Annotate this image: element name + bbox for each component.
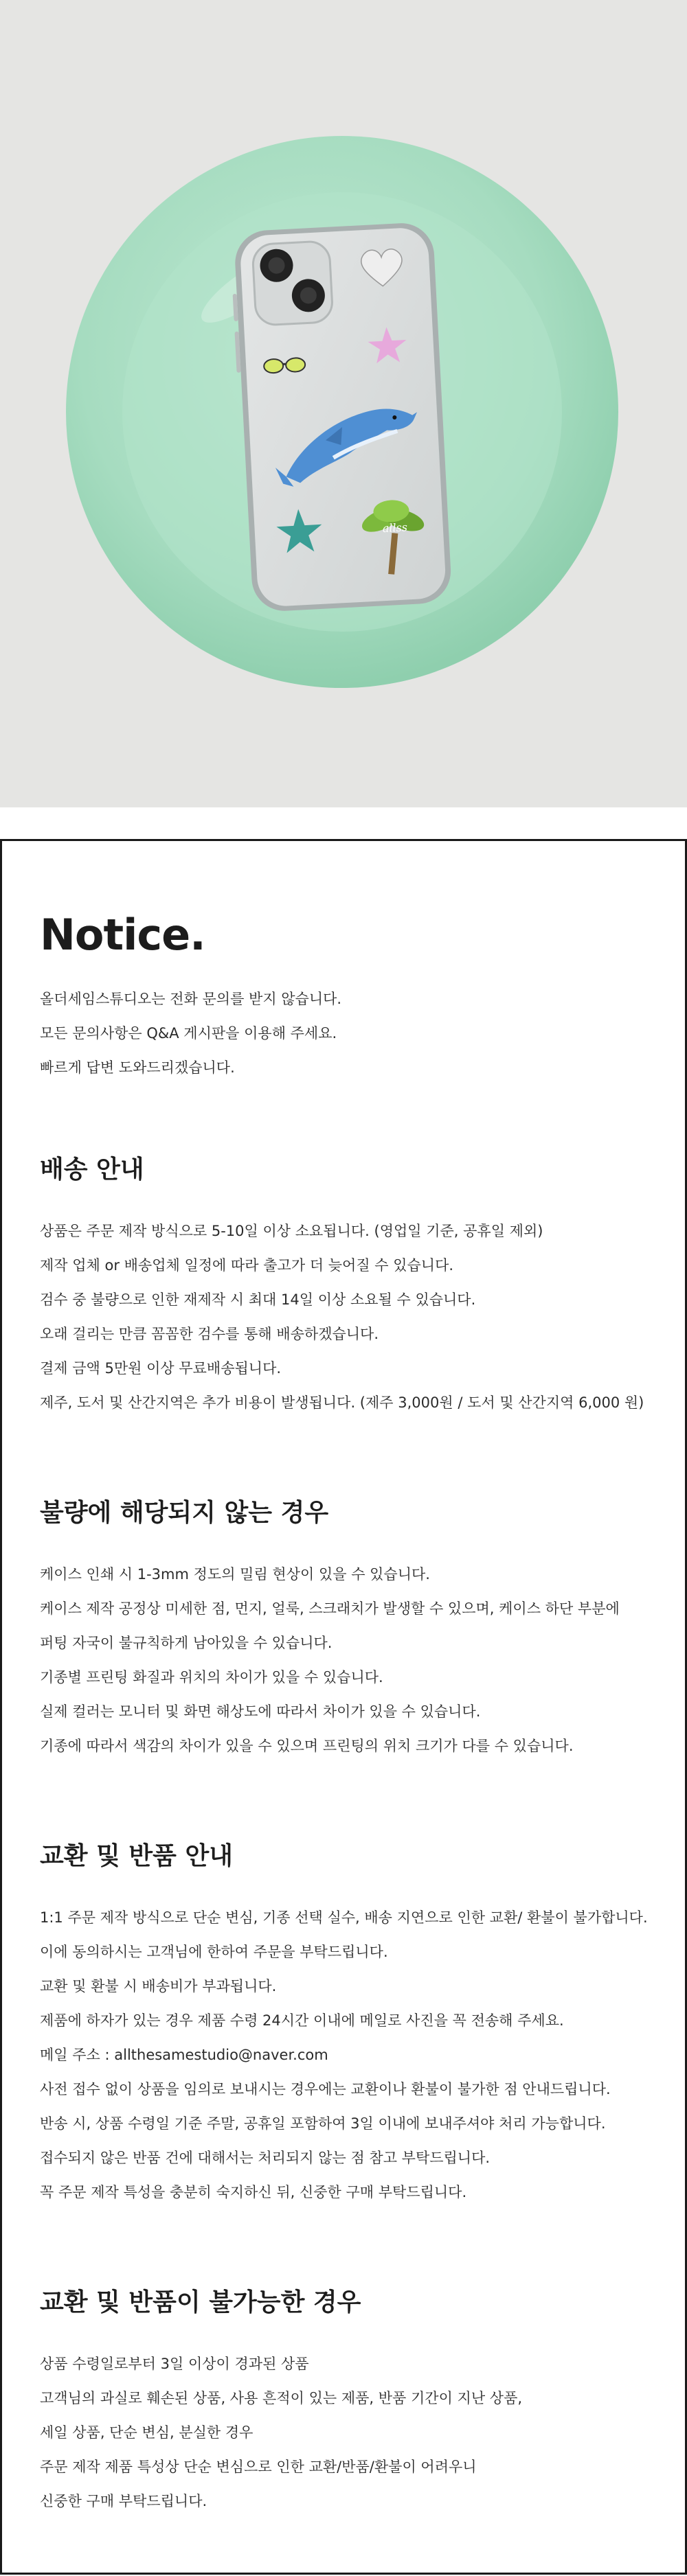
phone-case-on-plate-illustration	[0, 0, 687, 807]
camera-module	[252, 241, 333, 326]
intro-line: 올더세임스튜디오는 전화 문의를 받지 않습니다.	[40, 991, 342, 1007]
section-body	[40, 1214, 657, 1420]
section-exchange-return	[40, 1837, 657, 2209]
section-line: 고객님의 과실로 훼손된 상품, 사용 흔적이 있는 제품, 반품 기간이 지난 상품,	[40, 2390, 523, 2406]
section-line: 신중한 구매 부탁드립니다.	[40, 2493, 207, 2509]
section-line: 제품에 하자가 있는 경우 제품 수령 24시간 이내에 메일로 사진을 꼭 전송해 주세요.	[40, 2012, 564, 2029]
section-line: 접수되지 않은 반품 건에 대해서는 처리되지 않는 점 참고 부탁드립니다.	[40, 2150, 491, 2166]
section-line: 검수 중 불량으로 인한 재제작 시 최대 14일 이상 소요될 수 있습니다.	[40, 1291, 476, 1308]
section-line: 제작 업체 or 배송업체 일정에 따라 출고가 더 늦어질 수 있습니다.	[40, 1257, 454, 1274]
section-line: 반송 시, 상품 수령일 기준 주말, 공휴일 포함하여 3일 이내에 보내주셔야 처리 가능합니다.	[40, 2115, 606, 2132]
section-line: 1:1 주문 제작 방식으로 단순 변심, 기종 선택 실수, 배송 지연으로 인한 교환/ 환불이 불가합니다.	[40, 1909, 648, 1926]
section-line: 꼭 주문 제작 특성을 충분히 숙지하신 뒤, 신중한 구매 부탁드립니다.	[40, 2184, 467, 2200]
phone-case	[229, 222, 453, 613]
section-line: 상품은 주문 제작 방식으로 5-10일 이상 소요됩니다. (영업일 기준, 공휴일 제외)	[40, 1223, 543, 1239]
product-photo	[0, 0, 687, 807]
section-line: 퍼팅 자국이 불규칙하게 남아있을 수 있습니다.	[40, 1635, 333, 1651]
section-line: 기종별 프린팅 화질과 위치의 차이가 있을 수 있습니다.	[40, 1669, 383, 1686]
section-title: 교환 및 반품이 불가능한 경우	[40, 2288, 361, 2316]
section-line: 케이스 제작 공정상 미세한 점, 먼지, 얼룩, 스크래치가 발생할 수 있으며, 케이스 하단 부분에	[40, 1600, 620, 1617]
section-line: 이에 동의하시는 고객님에 한하여 주문을 부탁드립니다.	[40, 1944, 388, 1960]
section-shipping	[40, 1150, 657, 1420]
section-line: 메일 주소 : allthesamestudio@naver.com	[40, 2047, 328, 2063]
section-line: 교환 및 환불 시 배송비가 부과됩니다.	[40, 1978, 277, 1994]
section-title: 불량에 해당되지 않는 경우	[40, 1499, 329, 1527]
section-line: 세일 상품, 단순 변심, 분실한 경우	[40, 2424, 254, 2441]
section-not-defective	[40, 1493, 657, 1763]
section-body	[40, 1557, 657, 1763]
section-line: 결제 금액 5만원 이상 무료배송됩니다.	[40, 1360, 282, 1377]
section-line: 사전 접수 없이 상품을 임의로 보내시는 경우에는 교환이나 환불이 불가한 점 안내드립니다.	[40, 2081, 611, 2097]
section-line: 주문 제작 제품 특성상 단순 변심으로 인한 교환/반품/환불이 어려우니	[40, 2459, 477, 2475]
tree-label: allss	[382, 520, 408, 536]
section-line: 케이스 인쇄 시 1-3mm 정도의 밀림 현상이 있을 수 있습니다.	[40, 1566, 430, 1583]
section-body	[40, 1900, 657, 2209]
section-title: 배송 안내	[40, 1155, 144, 1184]
section-line: 실제 컬러는 모니터 및 화면 해상도에 따라서 차이가 있을 수 있습니다.	[40, 1703, 481, 1720]
intro-line: 빠르게 답변 도와드리겠습니다.	[40, 1059, 235, 1076]
section-line: 상품 수령일로부터 3일 이상이 경과된 상품	[40, 2356, 309, 2372]
section-line: 기종에 따라서 색감의 차이가 있을 수 있으며 프린팅의 위치 크기가 다를 수 있습니다.	[40, 1738, 574, 1754]
notice-title: Notice.	[40, 910, 205, 960]
intro-line: 모든 문의사항은 Q&A 게시판을 이용해 주세요.	[40, 1025, 337, 1042]
section-body	[40, 2347, 657, 2518]
section-line: 오래 걸리는 만큼 꼼꼼한 검수를 통해 배송하겠습니다.	[40, 1326, 379, 1342]
notice-intro	[40, 982, 657, 1085]
notice-box	[0, 839, 687, 2575]
notice-content	[40, 910, 657, 2509]
section-no-exchange	[40, 2283, 657, 2518]
section-line: 제주, 도서 및 산간지역은 추가 비용이 발생됩니다. (제주 3,000원 / 도서 및 산간지역 6,000 원)	[40, 1394, 644, 1411]
section-title: 교환 및 반품 안내	[40, 1842, 234, 1870]
